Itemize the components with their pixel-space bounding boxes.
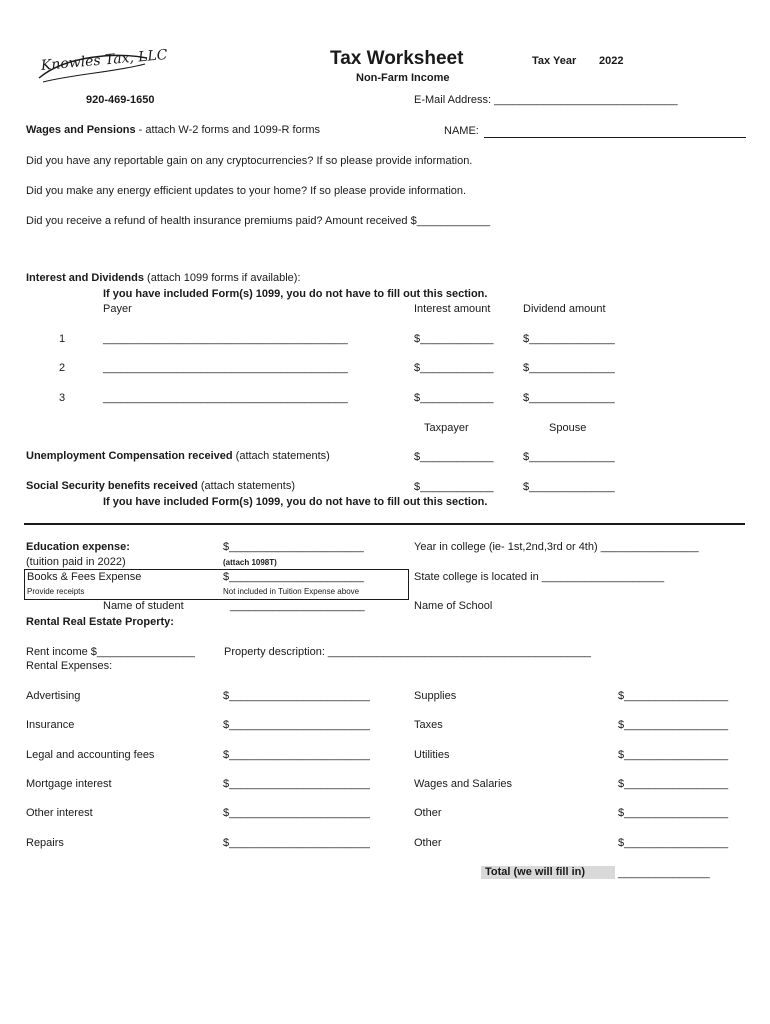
expense-label-other-interest: Other interest: [26, 807, 93, 819]
rental-heading: Rental Real Estate Property:: [26, 616, 174, 628]
expense-field-legal[interactable]: $_______________________: [223, 749, 370, 761]
taxpayer-column-header: Taxpayer: [424, 422, 469, 434]
social-security-spouse-field[interactable]: $______________: [523, 481, 615, 493]
tax-year-label: Tax Year: [532, 55, 577, 67]
logo-text: Knowles Tax, LLC: [40, 46, 169, 74]
rent-income-field[interactable]: Rent income $________________: [26, 646, 195, 658]
student-name-label: Name of student: [103, 600, 184, 612]
college-state-field[interactable]: State college is located in ____________________: [414, 571, 665, 583]
social-security-label: Social Security benefits received (attach statements): [26, 480, 296, 492]
expense-field-insurance[interactable]: $_______________________: [223, 719, 370, 731]
crypto-question: Did you have any reportable gain on any cryptocurrencies? If so please provide information.: [26, 155, 473, 167]
books-fees-field[interactable]: $______________________: [223, 571, 364, 583]
expense-field-utilities[interactable]: $_________________: [618, 749, 729, 761]
payer-field[interactable]: ________________________________________: [103, 392, 348, 404]
education-heading: Education expense:: [26, 541, 130, 553]
social-security-note: If you have included Form(s) 1099, you do not have to fill out this section.: [103, 496, 488, 508]
interest-note: If you have included Form(s) 1099, you do not have to fill out this section.: [103, 288, 488, 300]
spouse-column-header: Spouse: [549, 422, 587, 434]
section-divider: [24, 523, 745, 525]
unemployment-spouse-field[interactable]: $______________: [523, 451, 615, 463]
payer-field[interactable]: ________________________________________: [103, 362, 348, 374]
interest-amount-field[interactable]: $____________: [414, 333, 494, 345]
tuition-amount-field[interactable]: $______________________: [223, 541, 364, 553]
health-refund-question[interactable]: Did you receive a refund of health insurance premiums paid? Amount received $____________: [26, 215, 491, 227]
expense-label-mortgage: Mortgage interest: [26, 778, 112, 790]
provide-receipts-note: Provide receipts: [27, 587, 85, 596]
dividend-amount-field[interactable]: $______________: [523, 392, 615, 404]
tax-year-value: 2022: [599, 55, 624, 67]
page-subtitle: Non-Farm Income: [356, 72, 450, 84]
name-field-line[interactable]: [484, 137, 746, 138]
interest-amount-field[interactable]: $____________: [414, 362, 494, 374]
expense-field-advertising[interactable]: $_______________________: [223, 690, 370, 702]
expense-label-other-2: Other: [414, 837, 442, 849]
payer-column-header: Payer: [103, 303, 132, 315]
books-fees-label: Books & Fees Expense: [27, 571, 142, 583]
total-field: _______________: [618, 867, 710, 879]
interest-column-header: Interest amount: [414, 303, 491, 315]
interest-row-number: 2: [59, 362, 66, 374]
attach-1098t-note: (attach 1098T): [223, 558, 277, 567]
interest-dividends-heading: Interest and Dividends (attach 1099 forms if available):: [26, 272, 301, 284]
tuition-paid-label: (tuition paid in 2022): [26, 556, 126, 568]
expense-label-wages: Wages and Salaries: [414, 778, 513, 790]
unemployment-label: Unemployment Compensation received (attach statements): [26, 450, 330, 462]
not-included-note: Not included in Tuition Expense above: [223, 587, 360, 596]
expense-field-supplies[interactable]: $_________________: [618, 690, 729, 702]
social-security-taxpayer-field[interactable]: $____________: [414, 481, 494, 493]
school-name-label: Name of School: [414, 600, 493, 612]
expense-label-legal: Legal and accounting fees: [26, 749, 155, 761]
expense-label-other-1: Other: [414, 807, 442, 819]
interest-amount-field[interactable]: $____________: [414, 392, 494, 404]
expense-field-wages[interactable]: $_________________: [618, 778, 729, 790]
phone-number: 920-469-1650: [86, 94, 155, 106]
dividend-column-header: Dividend amount: [523, 303, 606, 315]
page-title: Tax Worksheet: [330, 48, 464, 69]
expense-field-taxes[interactable]: $_________________: [618, 719, 729, 731]
expense-label-taxes: Taxes: [414, 719, 443, 731]
interest-row-number: 3: [59, 392, 66, 404]
name-label: NAME:: [444, 125, 479, 137]
total-label: Total (we will fill in): [481, 866, 615, 879]
expense-field-other-2[interactable]: $_________________: [618, 837, 729, 849]
expense-label-advertising: Advertising: [26, 690, 81, 702]
expense-label-utilities: Utilities: [414, 749, 450, 761]
expense-field-repairs[interactable]: $_______________________: [223, 837, 370, 849]
expense-label-repairs: Repairs: [26, 837, 64, 849]
dividend-amount-field[interactable]: $______________: [523, 362, 615, 374]
rental-expenses-label: Rental Expenses:: [26, 660, 113, 672]
energy-question: Did you make any energy efficient updates to your home? If so please provide information.: [26, 185, 467, 197]
unemployment-taxpayer-field[interactable]: $____________: [414, 451, 494, 463]
payer-field[interactable]: ________________________________________: [103, 333, 348, 345]
expense-field-other-1[interactable]: $_________________: [618, 807, 729, 819]
expense-field-mortgage[interactable]: $_______________________: [223, 778, 370, 790]
email-field[interactable]: E-Mail Address: ______________________________: [414, 94, 678, 106]
dividend-amount-field[interactable]: $______________: [523, 333, 615, 345]
property-description-field[interactable]: Property description: ___________________________________________: [224, 646, 591, 658]
expense-field-other-interest[interactable]: $_______________________: [223, 807, 370, 819]
company-logo: [35, 46, 169, 86]
expense-label-insurance: Insurance: [26, 719, 75, 731]
wages-pensions-label: Wages and Pensions - attach W-2 forms and 1099-R forms: [26, 124, 321, 136]
year-in-college-field[interactable]: Year in college (ie- 1st,2nd,3rd or 4th) ________________: [414, 541, 699, 553]
expense-label-supplies: Supplies: [414, 690, 457, 702]
student-name-field[interactable]: ______________________: [230, 600, 365, 612]
interest-row-number: 1: [59, 333, 66, 345]
